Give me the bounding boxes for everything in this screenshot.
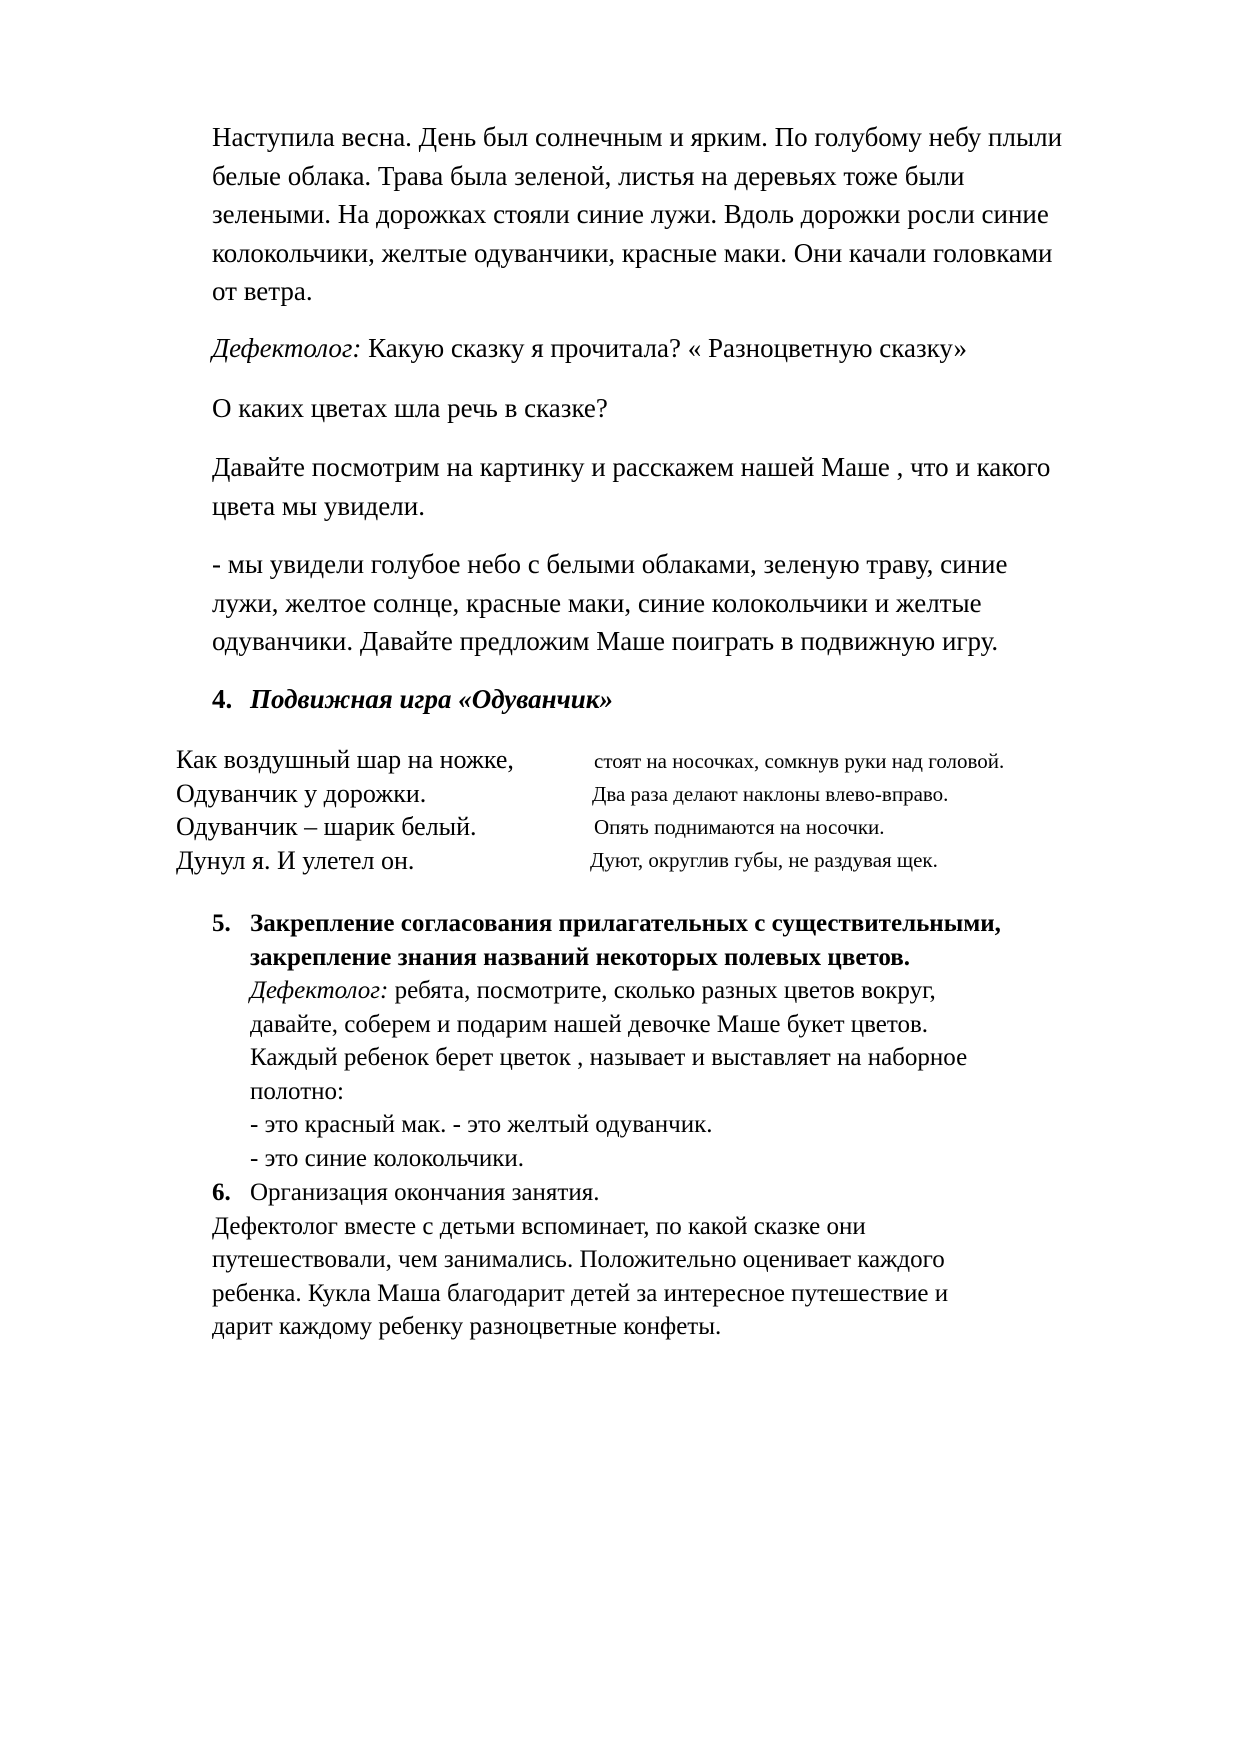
poem-verse: Как воздушный шар на ножке, — [176, 745, 514, 774]
children-answer — [212, 545, 1007, 661]
poem-action: стоят на носочках, сомкнув руки над головой. — [594, 749, 1005, 773]
section-number: 5. — [212, 910, 231, 937]
section-number: 6. — [212, 1179, 231, 1206]
section-6-line: ребенка. Кукла Маша благодарит детей за интересное путешествие и — [212, 1279, 949, 1307]
poem-verse: Дунул я. И улетел он. — [176, 845, 415, 875]
section-5-speech-line: давайте, соберем и подарим нашей девочке Маше букет цветов. — [250, 1010, 929, 1038]
poem-action: Опять поднимаются на носочки. — [594, 815, 885, 839]
prompt-line: цвета мы увидели. — [212, 490, 425, 521]
section-6-line: путешествовали, чем занимались. Положительно оценивает каждого — [212, 1246, 945, 1273]
question-text: О каких цветах шла речь в сказке? — [212, 393, 608, 423]
poem-action: Два раза делают наклоны влево-вправо. — [592, 782, 949, 806]
intro-line: колокольчики, желтые одуванчики, красные маки. Они качали головками — [212, 237, 1053, 268]
section-number: 4. — [212, 684, 233, 714]
prompt-line: Давайте посмотрим на картинку и расскажем нашей Маше , что и какого — [212, 452, 1051, 482]
section-5-speech-line: - это красный мак. - это желтый одуванчик. — [250, 1111, 713, 1138]
intro-line: Наступила весна. День был солнечным и ярким. По голубому небу плыли — [212, 122, 1063, 152]
section-5-speech-line: - это синие колокольчики. — [250, 1144, 524, 1172]
intro-line: белые облака. Трава была зеленой, листья на деревьях тоже были — [212, 160, 965, 191]
section-title: Подвижная игра «Одуванчик» — [250, 684, 613, 714]
section-5-speech-line: Дефектолог: ребята, посмотрите, сколько разных цветов вокруг, — [250, 977, 936, 1004]
intro-line: от ветра. — [212, 276, 313, 306]
picture-prompt — [212, 448, 1050, 525]
answer-line: лужи, желтое солнце, красные маки, синие колокольчики и желтые — [212, 587, 982, 618]
intro-line: зелеными. На дорожках стояли синие лужи. Вдоль дорожки росли синие — [212, 199, 1049, 229]
section-6-line: дарит каждому ребенку разноцветные конфеты. — [212, 1313, 722, 1340]
question-story — [212, 329, 967, 368]
answer-line: одуванчики. Давайте предложим Маше поиграть в подвижную игру. — [212, 626, 999, 656]
section-5 — [212, 907, 1001, 1175]
section-6 — [212, 1176, 948, 1344]
poem-verse: Одуванчик – шарик белый. — [176, 812, 477, 841]
intro-paragraph — [212, 118, 1062, 311]
section-4-heading — [212, 680, 613, 719]
poem-verse: Одуванчик у дорожки. — [176, 778, 427, 808]
question-text: Какую сказку я прочитала? « Разноцветную сказку» — [361, 333, 968, 363]
section-title: Организация окончания занятия. — [250, 1179, 600, 1206]
poem-verses — [176, 743, 514, 877]
section-5-speech-line: полотно: — [250, 1077, 344, 1105]
section-6-line: Дефектолог вместе с детьми вспоминает, по какой сказке они — [212, 1212, 866, 1240]
poem-action: Дуют, округлив губы, не раздувая щек. — [590, 848, 938, 872]
section-5-speech-line: Каждый ребенок берет цветок , называет и выставляет на наборное — [250, 1044, 968, 1071]
speaker-label: Дефектолог: — [250, 977, 389, 1004]
section-5-title-line: 5. Закрепление согласования прилагательных с существительными, — [212, 907, 1001, 941]
answer-line: - мы увидели голубое небо с белыми облаками, зеленую траву, синие — [212, 549, 1008, 579]
section-5-title-line: закрепление знания названий некоторых полевых цветов. — [250, 943, 910, 971]
question-colors — [212, 389, 608, 428]
speaker-label: Дефектолог: — [212, 333, 362, 363]
section-6-title-line — [212, 1176, 948, 1210]
